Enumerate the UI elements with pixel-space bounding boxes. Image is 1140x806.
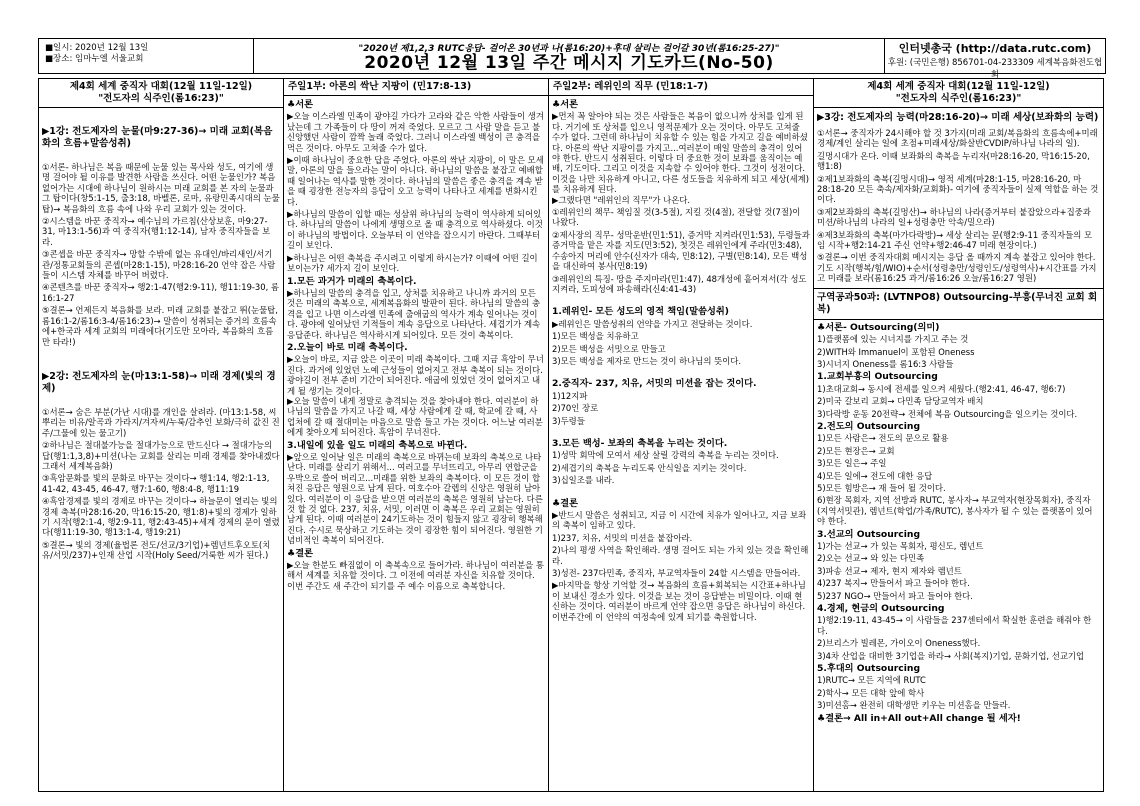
content-columns xyxy=(38,78,1104,792)
intro-title: ♣서론 xyxy=(287,99,313,110)
list-item: 1)초대교회→ 동시에 전세를 일으켜 세웠다.(행2:41, 46-47, 행6:7) xyxy=(817,383,1066,394)
point-title: 3.선교의 Outsourcing xyxy=(817,528,921,540)
prayer-card xyxy=(38,38,1104,792)
list-item: ④콘텐츠를 바꾼 중직자→ 행2:1-47(행2:9-11), 행11:19-30, 롬16:1-27 xyxy=(42,282,279,303)
column-conference-1 xyxy=(39,79,284,791)
list-item: 4)모든 일에→ 전도에 대한 응답 xyxy=(817,470,933,481)
list-item: ⑤결론→ 이번 중직자대회 메시지는 응답 올 때까지 계속 붙잡고 있어야 한다. 기도 시작(행복/힘/WIO)+순서(성령충만/성령인도/성령역사)+시간표를 가지고 미래를 보라(롬16:25 과거/롬16:26 오늘/롬16:27 영원) xyxy=(817,252,1097,284)
page-title: 2020년 12월 13일 주간 메시지 기도카드(No-50) xyxy=(364,53,774,73)
paragraph: ▶먼저 꼭 알아야 되는 것은 사람들은 복음이 없으니까 상처를 입게 된다. 거기에 또 상처를 입으니 영적문제가 오는 것이다. 아무도 고쳐줄 수가 없다. 그런데 하나님이 치유할 수 있는 힘을 가지고 길을 예비하셨다. 아론의 싹난 지팡이를 가지고...여러분이 매일 말씀의 충격이 있어야 한다. 반드시 성취된다. 이렇다 더 중요한 것이 보좌를 움직이는 예배, 기도이다. 그리고 이것을 지속할 수 있어야 한다. 그것이 성전이다. 이것을 나만 치유하게 아니고, 다른 성도들을 치유하게 되고 세상(세계)를 치유하게 된다. ▶그랬다면 "레위인의 직무"가 나온다. xyxy=(552,111,810,205)
list-item: ⑤결론→ 빛의 경제(율법론 전도/선교/3기업)+렘넌트후오토(치유/서밋/237)+인재 산업 시작(Holy Seed/거룩한 씨가 된다.) xyxy=(42,539,271,561)
point-title: 1.모든 과거가 미래의 축복이다. xyxy=(287,275,417,287)
list-item: 2)70인 장로 xyxy=(552,403,599,414)
list-item: 3)다락방 운동 20전략→ 전체에 복음 Outsourcing을 일으키는 것이다. xyxy=(817,408,1078,419)
paragraph: ▶하나님의 말씀의 충격을 입고, 상처를 치유하고 나니까 과거의 모든 것은 미래의 축복으로, 세계복음화의 발판이 된다. 하나님의 말씀의 충격을 입고 나면 이스라엘 민족에 출애굽의 역사가 계속 일어나는 것이다. 광야에 일어났던 기적들이 계속 응답으로 나타난다. 세겹기가 계속 응답준다. 하나님은 역사하시게 되어있다. 모든 것이 축복이다. xyxy=(287,287,541,340)
list-item: ④흑암경제를 빛의 경제로 바꾸는 것이다→ 하늘문이 열리는 빛의 경제 축복(마28:16-20, 막16:15-20, 행1:8)+빛의 경제가 일하기 시작(행2:1-4, 행2:9-11, 행2:43-45)+세계 경제의 문이 열렸다(행11:19-30, 행13:1-4, 행19:21) xyxy=(42,496,280,538)
list-item: ▶마지막을 항상 기억할 것→ 복음화의 흐름+회복되는 시간표+하나님이 보내신 경소가 있다. 이것을 보는 것이 응답받는 비밀이다. 이때 현신하는 것이다. 여러분이 바르게 언약 잡으면 응답은 하나님이 하신다. 이번주간에 이 언약의 여정속에 있게 되기를 축원합니다. xyxy=(552,580,806,622)
list-item: 5)모든 힘방은→ 재 들어 될 것이다. xyxy=(817,482,946,493)
list-item: ①서론→ 중직자가 24시해야 할 것 3가지(미래 교회/복음화의 흐름속에+미래경제/계인 살리는 일에 초점+미래세상/화살반CVDIP/하나님 나라의 일). xyxy=(817,128,1098,149)
list-item: ②하나님은 절대불가능을 절대가능으로 만드신다 → 절대가능의 답(행1:1,3,8)+미션(나는 교회를 살리는 미래 경제를 찾아내겠다 그래서 세계복음화) xyxy=(42,440,280,471)
column-header xyxy=(39,79,283,108)
point-title: 2.중직자- 237, 치유, 서밋의 미션을 잡는 것이다. xyxy=(552,378,757,390)
list-item: 3)4차 산업을 대비한 3기업을 하라→ 사회(복지)기업, 문화기업, 선교기업 xyxy=(817,650,1085,661)
point-title: 2.오늘이 바로 미래 축복이다. xyxy=(287,341,408,353)
list-item: 2)나의 평생 사역을 확인해라. 생명 걸어도 되는 가치 있는 것을 확인해라. xyxy=(552,545,809,566)
list-item: 2)미국 갈보리 교회→ 다민족 담당교역자 배치 xyxy=(817,396,984,407)
list-item: 6)현장 목회자, 지역 선방과 RUTC, 봉사자→ 부교역자(현장목회자), 중직자(지역서밋관), 렘넌트(학업/가족/RUTC), 봉사자가 될 수 있는 플랫폼이 있어야 한다. xyxy=(817,495,1093,527)
list-item: ④제3보좌화의 축복(마가다락방)→ 세상 살리는 문(행2:9-11 중직자들의 모임 시작+행2:14-21 주신 언약+행2:46-47 미래 현장이다.) xyxy=(817,229,1093,251)
conclusion-title: ♣결론 xyxy=(287,547,313,559)
column-title: 제4회 세계 중직자 대회(12월 11일-12일) xyxy=(69,81,253,92)
column-sermon-2 xyxy=(549,79,814,791)
header-right xyxy=(885,39,1105,80)
list-item: ⑤결론→ 언제든지 복음화를 보라. 미래 교회를 붙잡고 뛰(눈물탑, 롬16:1-2/롬16:3-4/롬16:23)→ 말씀이 성취되는 증거의 흐름속에+한국과 세계 교회의 미래에다(기도만 모아라, 복음화의 흐름만 타라!) xyxy=(42,305,278,347)
point-title: 3.모든 백성- 보좌의 축복을 누리는 것이다. xyxy=(552,437,728,449)
account-text: 후원: (국민은행) 856701-04-233309 세계복음화전도협회 xyxy=(887,58,1103,80)
section-title: ▶1강: 전도제자의 눈물(마9:27-36)→ 미래 교회(복음화의 흐름+말씀성취) xyxy=(42,126,273,149)
paragraph: ▶하나님은 어떤 축복을 주시려고 이렇게 하시는가? 이때에 어떤 길이 보이는가? 세가지 길이 보인다. xyxy=(287,252,538,274)
list-item: ③레위인의 특징- 땅을 주지마라(민1:47), 48개성에 흩어져서(각 성도 지켜라, 도피성에 파송해라(신4:41-43) xyxy=(552,273,807,294)
site-link[interactable]: 인터넷총국 (http://data.rutc.com) xyxy=(898,42,1092,55)
date-text: ■일시: 2020년 12월 13일 xyxy=(45,43,149,53)
list-item: 2)WITH와 Immanuel이 포함된 Oneness xyxy=(817,346,975,357)
point-title: 5.후대의 Outsourcing xyxy=(817,663,921,675)
header xyxy=(38,38,1106,80)
column-subtitle: "전도자의 식주인(롬16:23)" xyxy=(98,93,224,104)
paragraph: ▶오늘이 바로, 지금 앉은 이곳이 미래 축복이다. 그때 지금 흑암이 무너진다. 과거에 있었던 노예 근성들이 없어지고 전부 축복이 되는 것이다. 광야길이 전부 준비 기간이 되어진다. 애굽에 있었던 것이 없어지고 내게 될 생기는 것이다. ▶오늘 말씀이 내게 정말로 충격되는 것을 찾아내야 한다. 여러분이 하나님의 말씀을 가지고 나갈 때, 세상 사람에게 갈 때, 학교에 갈 때, 사업처에 갈 때 절대미는 마음으로 말씀 들고 가는 것이다. 어느날 여러분에게 찾아오게 되어진다. 흑암이 무너진다. xyxy=(287,354,544,438)
list-item: 1)237, 치유, 서밋의 미션을 붙잡아라. xyxy=(552,532,693,543)
list-item: 1)플랫폼에 있는 시너지를 가지고 주는 것 xyxy=(817,334,969,345)
column-conference-2 xyxy=(814,79,1103,791)
list-item: 5)237 NGO→ 만들어서 파고 들어야 한다. xyxy=(817,590,973,601)
list-item: 1)모든 백성을 치유하고 xyxy=(552,331,639,342)
list-item: ②제1보좌화의 축복(길멍시대)→ 영적 세계(마28:1-15, 마28:16-20, 마28:18-20 모든 축속/제자화/교회화)- 여기에 중직자들이 실제 역할을 하는 것이다. xyxy=(817,173,1099,205)
list-item: 3)십일조를 내라. xyxy=(552,475,615,486)
paragraph: ▶하나님의 말씀이 입할 때는 성삼위 하나님의 능력이 역사하게 되어있다. 하나님의 말씀이 나에게 생명으로 올 때 충격으로 역사하셨다. 이것이 하나님의 방법이다. 오늘부터 이 언약을 잡으시기 바란다. 그때부터 길이 보인다. xyxy=(287,209,543,251)
column-subtitle: "전도자의 식주인(롬16:23)" xyxy=(895,93,1022,104)
list-item: 1)12지파 xyxy=(552,390,588,401)
list-item: ▶반드시 말씀은 성취되고, 지금 이 시간에 치유가 일어나고, 지금 보좌의 축복이 임하고 있다. xyxy=(552,510,807,531)
point-title: 1.레위인- 모든 성도의 영적 책임(말씀성취) xyxy=(552,306,729,318)
column-header: 주일1부: 아론의 싹난 지팡이 (민17:8-13) xyxy=(284,79,548,96)
list-item: ③콘셉을 바꾼 중직자→ 망할 수밖에 없는 유대인/바리새인/서기관/정통교회들의 콘셉(마28:1-15), 마28:16-20 언약 잡은 사람들이 시스템 자체를 바꾸어 버렸다. xyxy=(42,249,276,281)
list-item: 3)모든 일은→ 주일 xyxy=(817,458,887,469)
list-item: 3)두령들 xyxy=(552,415,585,426)
column-sermon-1 xyxy=(284,79,549,791)
header-center xyxy=(254,39,885,73)
header-info xyxy=(39,39,254,73)
list-item: 2)브리스가 빌레몬, 가이오이 Oneness했다. xyxy=(817,638,981,649)
list-item: ③제2보좌화의 축복(길멍산)→ 하나님의 나라(증거부터 붙잡았으라+집중과 미션/하나님의 나라의 일+성령충만 악속/밀으라) xyxy=(817,206,1091,228)
point-title: 2.전도의 Outsourcing xyxy=(817,420,921,432)
section-title: ▶2강: 전도제자의 눈(마13:1-58)→ 미래 경제(빛의 경제) xyxy=(42,370,276,394)
paragraph: ▶앞으로 일어날 일은 미래의 축복으로 바뀌는데 보좌의 축복으로 나타난다. 미래를 살리기 위해서... 여러고를 무너뜨리고, 아무리 연합군을 우박으로 쓸어 버리고...미래를 위한 보좌의 축복이다. 이 모든 것이 합쳐진 응답은 영원으로 남게 된다. 여호수아 갈렙의 신앙은 영원히 남아 있다. 여러분이 이 응답을 받으면 여러분의 축복은 영원히 남는다. 다른 것 할 것 없다. 237, 치유, 서밋, 이러면 이 축복은 우리 교회는 영원히 남게 된다. 이때 여러분이 24기도하는 것이 힘들지 않고 굉장히 행복해진다. 수시로 묵상하고 기도하는 것이 굉장한 힘이 되어진다. 영원한 기념비적인 축복이 되어진다. xyxy=(287,452,543,546)
list-item: 1)모든 사람은→ 전도의 문으로 활용 xyxy=(817,433,949,444)
list-item: ①레위인의 책무- 책임질 것(3-5절), 지킬 것(4절), 전달할 것(7절)이 나왔다. xyxy=(552,207,801,228)
column-header: 주일2부: 레위인의 직무 (민18:1-7) xyxy=(549,79,813,96)
paragraph: ▶오늘 한분도 빠짐없이 이 축복속으로 들어가라. 하나님이 여러분을 통해서 세계를 치유할 것이다. 그 이전에 여러분 자신을 치유할 것이다. 이번 주간도 새 주간이 되기를 주 예수 이름으로 축복합니다. xyxy=(287,560,544,591)
lesson-title: 구역공과50과: (LVTNPO8) Outsourcing-부흥(무너진 교회 회복) xyxy=(814,292,1103,320)
list-item: 3)모든 백성을 제자로 만드는 것이 하나님의 뜻이다. xyxy=(552,355,742,366)
conclusion-text: ♣결론→ All in+All out+All change 될 세자! xyxy=(817,712,1021,724)
conclusion-title: ♣결론 xyxy=(552,497,578,509)
list-item: 3)시너지 Oneness를 롬16:3 사람들 xyxy=(817,358,954,369)
intro-title: ♣서론 xyxy=(552,99,578,110)
place-text: ■장소: 임마누엘 서울교회 xyxy=(45,54,144,64)
list-item: 3)미션홈→ 완전히 대학생만 키우는 미션홈을 만들라. xyxy=(817,700,1011,711)
column-header xyxy=(814,79,1103,108)
motto-text: "2020년 제1,2,3 RUTC응답- 걸어온 30년과 나(롬16:20)+후대 살리는 걸어갈 30년(롬16:25-27)" xyxy=(358,44,780,54)
list-item: ③흑암문화를 빛의 문화로 바꾸는 것이다→ 행1:14, 행2:1-13, 41-42, 43-45, 46-47, 행7:1-60, 행8:4-8, 행11:19 xyxy=(42,473,270,494)
intro-title: ♣서론- Outsourcing(의미) xyxy=(817,321,940,333)
list-item: 2)세겹기의 축복을 누리도록 안식일을 지키는 것이다. xyxy=(552,462,747,473)
list-item: 4)237 복지→ 만들어서 파고 들어야 한다. xyxy=(817,578,970,589)
lesson-box xyxy=(814,288,1103,724)
list-item: ②제사장의 직무- 성막운반(민1:51), 증거막 지켜라(민1:53), 두령들과 증거막을 맡은 자를 지도(민3:52), 첫것은 레위인에게 주라(민3:48), 수송아지 머리에 안수(신자가 대속, 민8:12), 구별(민8:14), 모든 백성을 대신하여 봉사(민8:19) xyxy=(552,229,810,272)
list-item: 2)학사→ 모든 대학 앞에 학사 xyxy=(817,687,925,698)
list-item: 1)성막 회막에 모여서 세상 살릴 강력의 축복을 누리는 것이다. xyxy=(552,450,779,461)
list-item: 길멍시대가 온다. 이때 보좌화의 축복을 누리자(마28:16-20, 막16:15-20, 행1:8) xyxy=(817,150,1090,172)
list-item: 3)성전- 237다민족, 중직자, 부교역자들이 24할 시스템을 만들어라. xyxy=(552,568,801,579)
list-item: ①서론→ 숨은 부분(가난 시대)를 개인을 살려라. (마13:1-58, 씨뿌리는 비유/알곡과 가라지/겨자씨/누룩/감추인 보화/극히 값진 진주/그물에 있는 물고기) xyxy=(42,406,280,438)
list-item: 2)오는 선교→ 와 있는 다민족 xyxy=(817,553,925,564)
list-item: 2)모든 현장은→ 교회 xyxy=(817,445,895,456)
section-title: ▶3강: 전도제자의 능력(마28:16-20)→ 미래 세상(보좌화의 능력) xyxy=(817,112,1099,123)
list-item: 2)모든 백성을 서밋으로 만들고 xyxy=(552,343,666,354)
list-item: ②시스템을 바꾼 중직자→ 예수님의 가르침(산상보훈, 마9:27-31, 마13:1-56)과 여 중직자(행1:12-14), 남자 중직자들을 보라. xyxy=(42,216,271,247)
point-title: 3.내일에 있을 일도 미래의 축복으로 바뀐다. xyxy=(287,439,468,451)
list-item: 1)RUTC→ 모든 지역에 RUTC xyxy=(817,675,926,686)
list-item: 1)행2:19-11, 43-45→ 이 사람들을 237센터에서 확실한 훈련을 해줘야 한다. xyxy=(817,615,1092,636)
list-item: ①서론- 하나님은 복음 때문에 눈물 있는 목사와 성도, 여기에 생명 걸어야 될 이유를 발견한 사람을 쓰신다. 어떤 눈물인가? 복음 없어가는 시대에 하나님이 원하시는 미래 교회를 본 자의 눈물과 그 탑이다(창5:1-15, 출3:18, 바벨론, 로마, 유랑민족시대의 눈물탑)→ 복음화의 흐름 속에 나와 우리 교회가 있는 것이다. xyxy=(42,162,280,214)
column-title: 제4회 세계 중직자 대회(12월 11일-12일) xyxy=(867,81,1050,92)
list-item: 1)가는 선교→ 가 있는 목회자, 평신도, 렘넌트 xyxy=(817,541,984,551)
list-item: 3)파송 선교→ 제자, 현지 제자와 렘넌트 xyxy=(817,565,962,576)
point-title: 1.교회부흥의 Outsourcing xyxy=(817,371,938,383)
paragraph: ▶이때 하나님이 중요한 답을 주었다. 아론의 싹난 지팡이, 이 말은 모세 말, 아론의 말을 들으라는 말이 아니다. 하나님의 말씀을 붙잡고 예배할 때 일어나는 역사를 말한 것이다. 하나님의 말씀은 좋은 충격을 계속 받을 때 굉장한 전능자의 응답이 오고 능력이 나타나고 세계를 변화시킨다. xyxy=(287,155,544,207)
list-item: ▶레위인은 말씀성취의 언약을 가지고 전달하는 것이다. xyxy=(552,318,753,329)
point-title: 4.경제, 현금의 Outsourcing xyxy=(817,603,945,615)
paragraph: ▶오늘 이스라엘 민족이 광야길 가다가 고라와 같은 악한 사람들이 생겨났는데 그 가족들이 다 땅이 꺼져 죽었다. 모르고 그 사람 말을 듣고 불신앙했던 사람이 깜짝 놀래 죽었다. 그러니 이스라엘 백성이 큰 충격을 먹은 것이다. 아무도 고쳐줄 수가 없다. xyxy=(287,111,544,153)
